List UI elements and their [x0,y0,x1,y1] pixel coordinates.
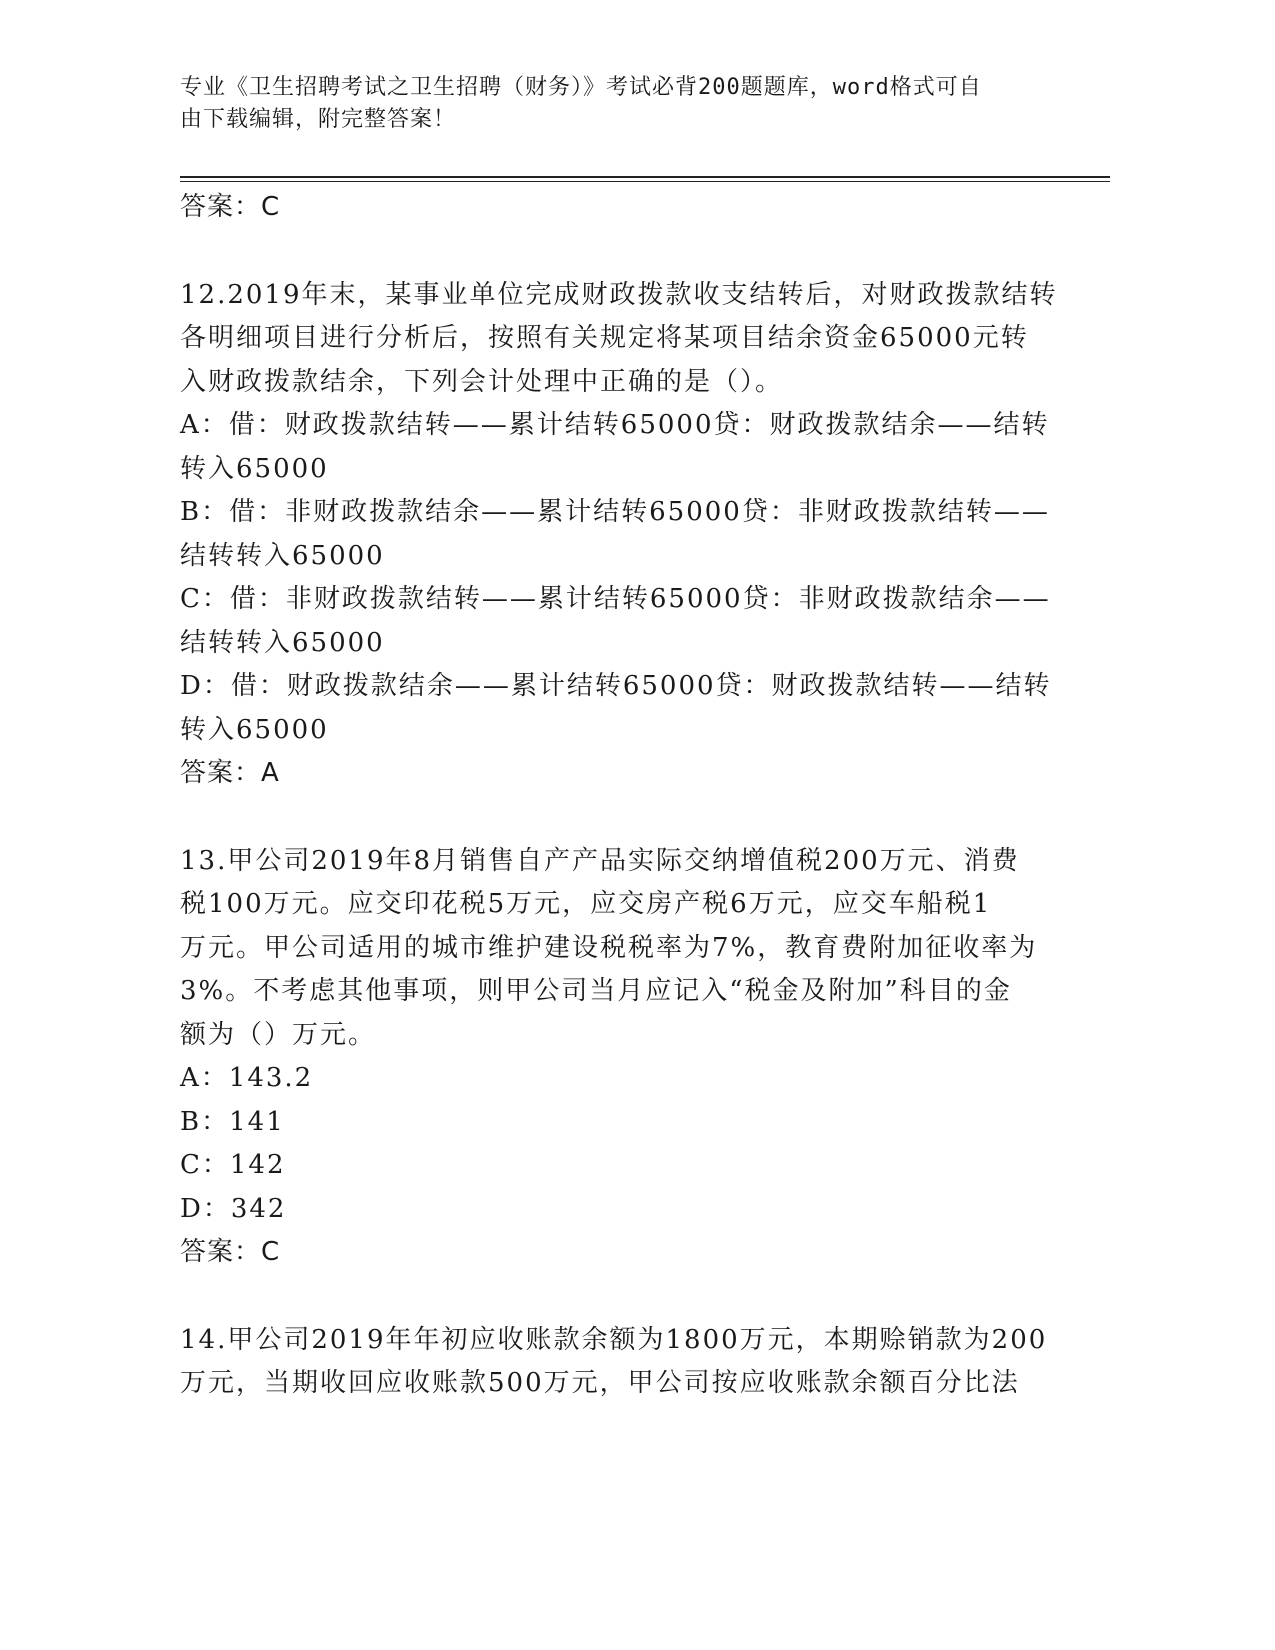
question-stem-line: 万元，当期收回应收账款500万元，甲公司按应收账款余额百分比法 [180,1368,1020,1398]
question-13 [180,840,1060,1275]
option-b-cont: 结转转入65000 [180,540,385,571]
option-c: C：142 [180,1150,286,1180]
header-line-2: 由下载编辑，附完整答案！ [180,107,457,132]
question-stem-line: 12.2019年末，某事业单位完成财政拨款收支结转后，对财政拨款结转 [180,279,1058,310]
previous-answer: 答案：C [180,192,281,222]
question-stem-line: 入财政拨款结余，下列会计处理中正确的是（）。 [180,366,784,397]
answer: 答案：C [180,1237,281,1267]
option-d: D：342 [180,1193,287,1224]
question-stem-line: 税100万元。应交印花税5万元，应交房产税6万元，应交车船税1 [180,889,992,919]
document-body [180,186,1060,1406]
option-a-cont: 转入65000 [180,453,329,484]
option-d: D：借：财政拨款结余——累计结转65000贷：财政拨款结转——结转 [180,671,1052,701]
option-b: B：借：非财政拨款结余——累计结转65000贷：非财政拨款结转—— [180,497,1050,527]
option-d-cont: 转入65000 [180,714,329,745]
question-stem-line: 各明细项目进行分析后，按照有关规定将某项目结余资金65000元转 [180,323,1029,353]
question-12 [180,274,1060,796]
header-line-1: 专业《卫生招聘考试之卫生招聘（财务）》考试必背200题题库，word格式可自 [180,75,982,100]
answer: 答案：A [180,758,280,788]
document-header [180,72,1060,136]
spacer [180,796,1060,840]
header-rule-thick [180,176,1110,178]
question-stem-line: 3%。不考虑其他事项，则甲公司当月应记入“税金及附加”科目的金 [180,976,1012,1006]
question-stem-line: 13.甲公司2019年8月销售自产产品实际交纳增值税200万元、消费 [180,845,1020,876]
option-b: B：141 [180,1106,285,1137]
option-a: A：143.2 [180,1063,314,1093]
question-14 [180,1319,1060,1406]
header-rule-thin [180,181,1110,182]
spacer [180,230,1060,274]
option-c: C：借：非财政拨款结转——累计结转65000贷：非财政拨款结余—— [180,584,1051,614]
question-stem-line: 额为（）万元。 [180,1019,377,1050]
spacer [180,1275,1060,1319]
option-c-cont: 结转转入65000 [180,627,385,658]
option-a: A：借：财政拨款结转——累计结转65000贷：财政拨款结余——结转 [180,410,1050,440]
question-stem-line: 万元。甲公司适用的城市维护建设税税率为7%，教育费附加征收率为 [180,932,1038,963]
question-stem-line: 14.甲公司2019年年初应收账款余额为1800万元，本期赊销款为200 [180,1324,1048,1355]
